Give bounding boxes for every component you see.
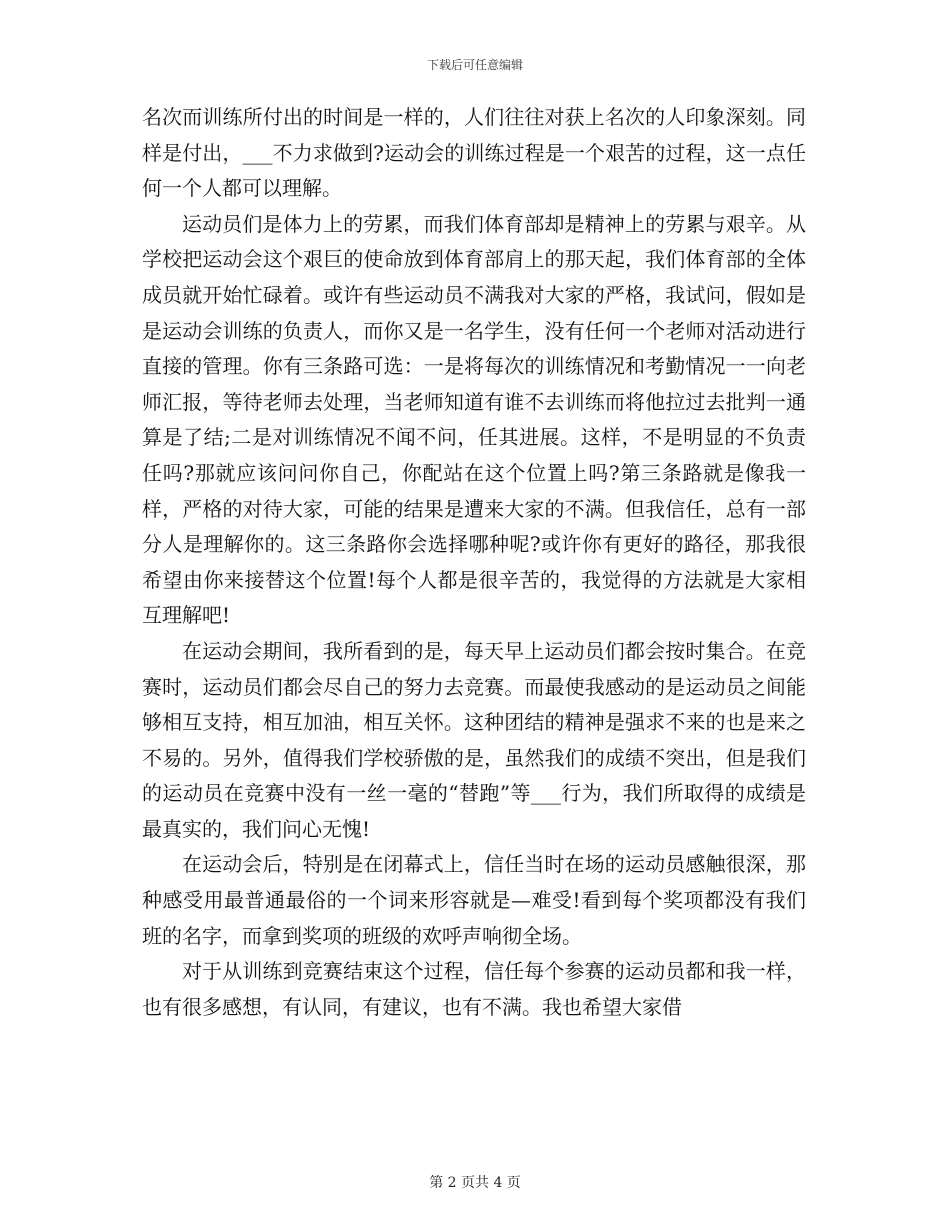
paragraph-5: 对于从训练到竞赛结束这个过程，信任每个参赛的运动员都和我一样，也有很多感想，有认同，有建议，也有不满。我也希望大家借 (142, 959, 806, 1019)
paragraph-2: 运动员们是体力上的劳累，而我们体育部却是精神上的劳累与艰辛。从学校把运动会这个艰巨的使命放到体育部肩上的那天起，我们体育部的全体成员就开始忙碌着。或许有些运动员不满我对大家的严格，我试问，假如是是运动会训练的负责人，而你又是一名学生，没有任何一个老师对活动进行直接的管理。你有三条路可选：一是将每次的训练情况和考勤情况一一向老师汇报，等待老师去处理，当老师知道有谁不去训练而将他拉过去批判一通算是了结;二是对训练情况不闻不问，任其进展。这样，不是明显的不负责任吗?那就应该问问你自己，你配站在这个位置上吗?第三条路就是像我一样，严格的对待大家，可能的结果是遭来大家的不满。但我信任，总有一部分人是理解你的。这三条路你会选择哪种呢?或许你有更好的路径，那我很希望由你来接替这个位置!每个人都是很辛苦的，我觉得的方法就是大家相互理解吧! (142, 211, 806, 628)
page-header: 下载后可任意编辑 (426, 58, 523, 72)
page-footer: 第 2 页共 4 页 (429, 1175, 521, 1191)
paragraph-1: 名次而训练所付出的时间是一样的，人们往往对获上名次的人印象深刻。同样是付出，___不力求做到?运动会的训练过程是一个艰苦的过程，这一点任何一个人都可以理解。 (142, 105, 806, 201)
document-body (142, 100, 806, 1025)
paragraph-4: 在运动会后，特别是在闭幕式上，信任当时在场的运动员感触很深，那种感受用最普通最俗的一个词来形容就是—难受!看到每个奖项都没有我们班的名字，而拿到奖项的班级的欢呼声响彻全场。 (142, 852, 806, 948)
paragraph-3: 在运动会期间，我所看到的是，每天早上运动员们都会按时集合。在竞赛时，运动员们都会尽自己的努力去竞赛。而最使我感动的是运动员之间能够相互支持，相互加油，相互关怀。这种团结的精神是强求不来的也是来之不易的。另外，值得我们学校骄傲的是，虽然我们的成绩不突出，但是我们的运动员在竞赛中没有一丝一毫的“替跑”等___行为，我们所取得的成绩是最真实的，我们问心无愧! (142, 638, 806, 841)
